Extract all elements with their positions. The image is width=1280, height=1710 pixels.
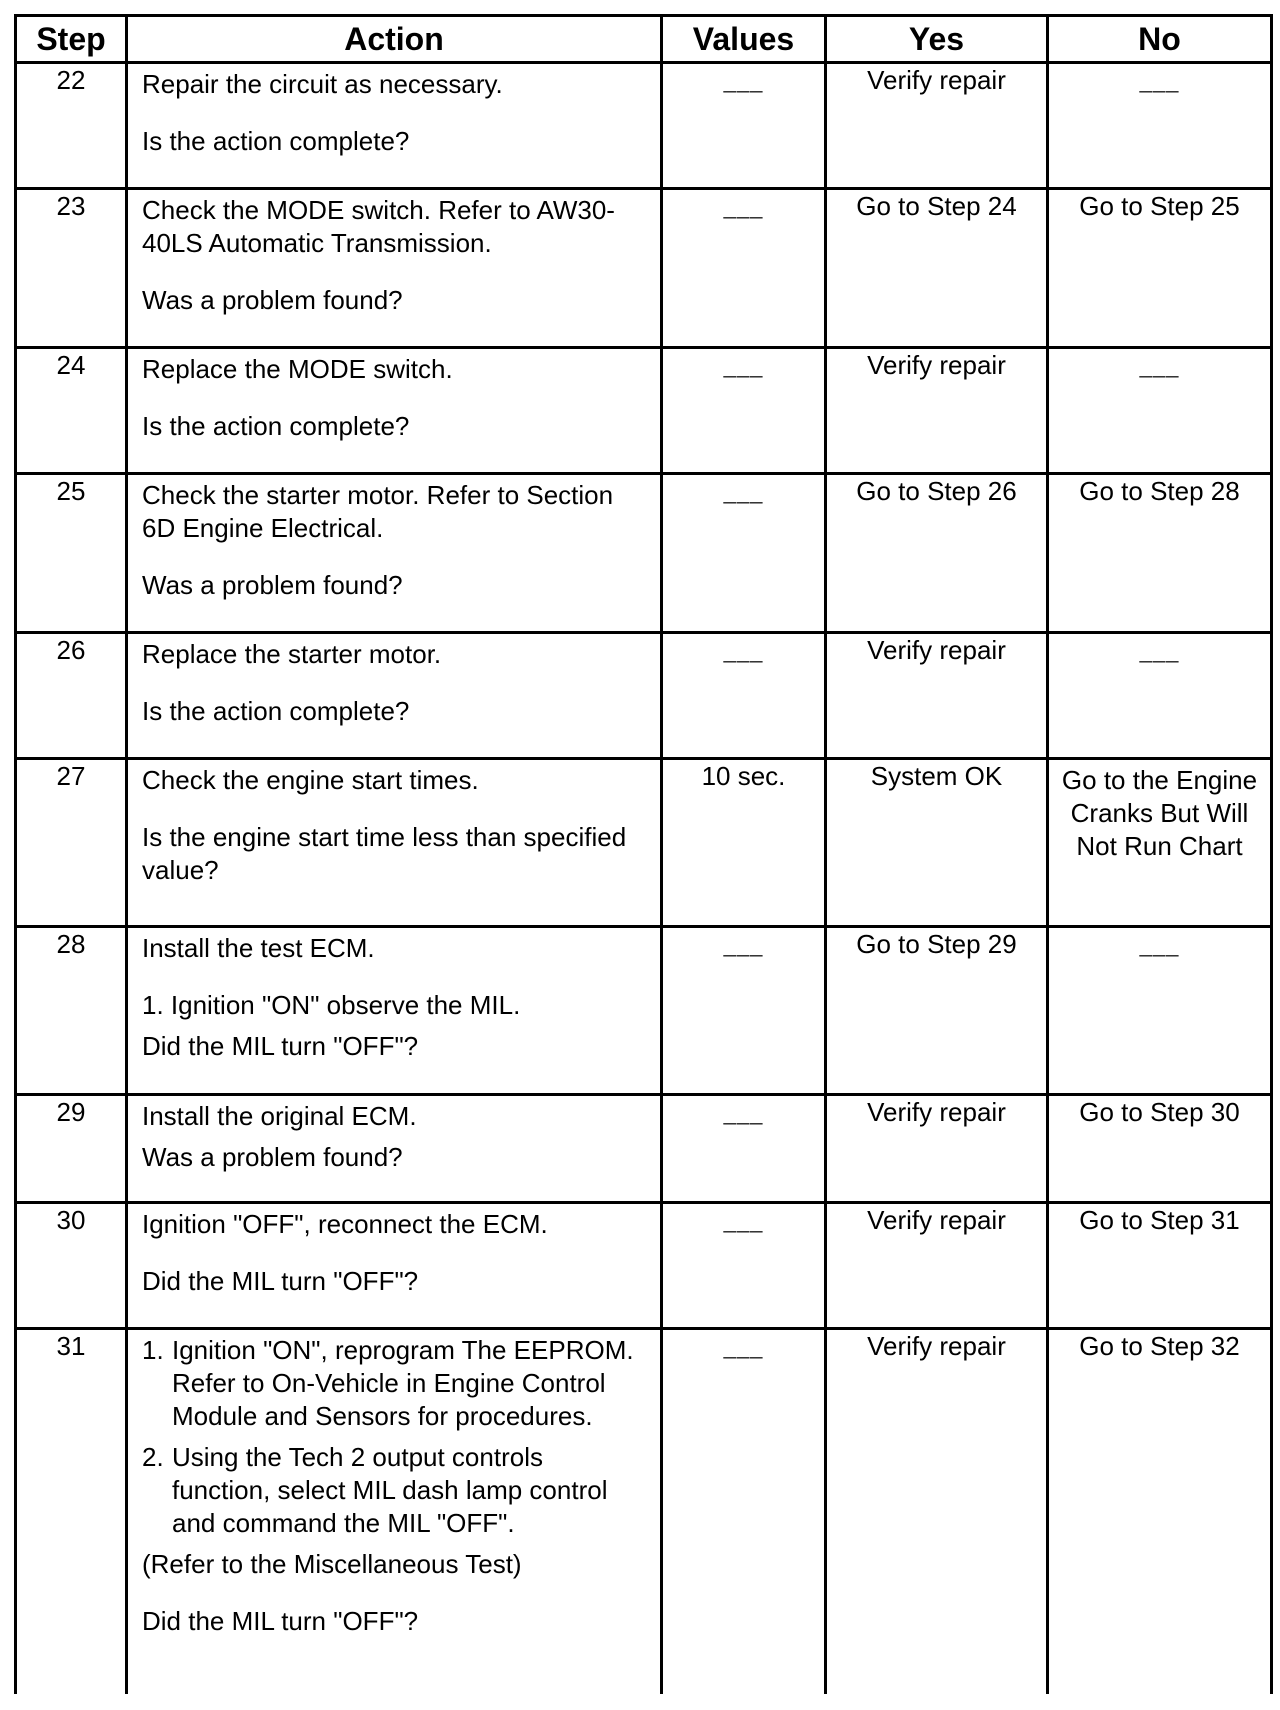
action-text: Check the starter motor. Refer to Section 6D Engine Electrical. (142, 480, 614, 543)
no-cell (1049, 1096, 1270, 1157)
action-question: Did the MIL turn "OFF"? (142, 1266, 419, 1296)
header-row (16, 16, 1272, 63)
action-cell (128, 190, 660, 317)
values-cell (663, 475, 824, 508)
action-question: Was a problem found? (142, 570, 403, 600)
values-cell (663, 928, 824, 961)
yes-result: Verify repair (867, 1205, 1006, 1235)
yes-result: Verify repair (867, 350, 1006, 380)
action-question: Was a problem found? (142, 1142, 403, 1172)
action-cell (128, 1204, 660, 1298)
no-cell (1049, 64, 1270, 97)
step-index: 1. (142, 1335, 164, 1365)
header-no: No (1048, 16, 1272, 63)
spec-value: 10 sec. (701, 761, 786, 791)
action-question: Is the engine start time less than specified value? (142, 822, 627, 885)
action-text: Install the original ECM. (142, 1101, 417, 1131)
action-question: Did the MIL turn "OFF"? (142, 1606, 419, 1636)
no-result: Go to Step 28 (1079, 476, 1240, 506)
action-question: Is the action complete? (142, 411, 410, 441)
dash-placeholder: ___ (1139, 353, 1180, 378)
values-cell (663, 634, 824, 667)
step-number: 27 (56, 761, 86, 791)
values-cell (663, 1096, 824, 1129)
values-cell (663, 190, 824, 223)
table-row-step-25 (16, 474, 1272, 633)
dash-placeholder: ___ (723, 638, 764, 663)
step-number: 22 (56, 65, 86, 95)
diagnostic-table (14, 14, 1273, 1694)
yes-result: Go to Step 24 (856, 191, 1017, 221)
no-cell (1049, 349, 1270, 382)
action-cell (128, 1096, 660, 1174)
dash-placeholder: ___ (723, 353, 764, 378)
values-cell (663, 64, 824, 97)
step-number: 31 (56, 1331, 86, 1361)
action-text: Replace the MODE switch. (142, 354, 453, 384)
no-result: Go to Step 30 (1079, 1097, 1240, 1127)
yes-cell (827, 928, 1046, 989)
table-row-step-31 (16, 1329, 1272, 1694)
yes-cell (827, 760, 1046, 821)
action-text: Install the test ECM. (142, 933, 375, 963)
values-cell (663, 1204, 824, 1237)
table-row-step-24 (16, 348, 1272, 474)
no-result: Go to Step 25 (1079, 191, 1240, 221)
action-cell (128, 349, 660, 443)
numbered-step (142, 1334, 646, 1433)
action-cell (128, 928, 660, 1063)
table-row-step-28 (16, 927, 1272, 1095)
values-cell (663, 760, 824, 793)
dash-placeholder: ___ (1139, 68, 1180, 93)
action-text: Ignition "OFF", reconnect the ECM. (142, 1209, 548, 1239)
yes-result: Verify repair (867, 1097, 1006, 1127)
header-values: Values (662, 16, 826, 63)
step-number: 23 (56, 191, 86, 221)
dash-placeholder: ___ (1139, 638, 1180, 663)
dash-placeholder: ___ (723, 1208, 764, 1233)
table-row-step-29 (16, 1095, 1272, 1203)
step-number: 25 (56, 476, 86, 506)
table-row-step-27 (16, 759, 1272, 927)
yes-cell (827, 190, 1046, 251)
step-number: 30 (56, 1205, 86, 1235)
no-cell (1049, 475, 1270, 536)
table-row-step-30 (16, 1203, 1272, 1329)
step-number: 26 (56, 635, 86, 665)
action-step: 1. Ignition "ON" observe the MIL. (142, 990, 521, 1020)
table-row-step-26 (16, 633, 1272, 759)
action-question: Is the action complete? (142, 126, 410, 156)
action-cell (128, 760, 660, 887)
action-question: Is the action complete? (142, 696, 410, 726)
yes-cell (827, 475, 1046, 536)
yes-cell (827, 634, 1046, 695)
dash-placeholder: ___ (723, 194, 764, 219)
step-index: 2. (142, 1442, 164, 1472)
header-action: Action (127, 16, 662, 63)
dash-placeholder: ___ (723, 1334, 764, 1359)
no-cell (1049, 928, 1270, 961)
table-row-step-23 (16, 189, 1272, 348)
yes-result: Verify repair (867, 1331, 1006, 1361)
yes-cell (827, 349, 1046, 410)
no-cell (1049, 760, 1270, 863)
header-step: Step (16, 16, 127, 63)
step-number: 29 (56, 1097, 86, 1127)
action-question: Did the MIL turn "OFF"? (142, 1031, 419, 1061)
header-yes: Yes (826, 16, 1048, 63)
no-cell (1049, 1330, 1270, 1391)
step-text: Ignition "ON", reprogram The EEPROM. Refer to On-Vehicle in Engine Control Module and Sensors for procedures. (172, 1335, 634, 1431)
no-result: Go to Step 31 (1079, 1205, 1240, 1235)
no-result: Go to Step 32 (1079, 1331, 1240, 1361)
action-cell (128, 634, 660, 728)
table-row-step-22 (16, 63, 1272, 189)
dash-placeholder: ___ (723, 479, 764, 504)
dash-placeholder: ___ (1139, 932, 1180, 957)
dash-placeholder: ___ (723, 1100, 764, 1125)
dash-placeholder: ___ (723, 68, 764, 93)
action-text: Check the engine start times. (142, 765, 479, 795)
action-cell (128, 64, 660, 158)
yes-cell (827, 1330, 1046, 1391)
values-cell (663, 1330, 824, 1363)
action-cell (128, 475, 660, 602)
no-cell (1049, 190, 1270, 251)
no-result: Go to the Engine Cranks But Will Not Run Chart (1061, 765, 1258, 861)
action-note: (Refer to the Miscellaneous Test) (142, 1549, 522, 1579)
numbered-step (142, 1441, 646, 1540)
values-cell (663, 349, 824, 382)
no-cell (1049, 1204, 1270, 1265)
dash-placeholder: ___ (723, 932, 764, 957)
action-text: Repair the circuit as necessary. (142, 69, 503, 99)
action-text: Check the MODE switch. Refer to AW30-40LS Automatic Transmission. (142, 195, 615, 258)
action-text: Replace the starter motor. (142, 639, 442, 669)
action-cell (128, 1330, 660, 1638)
action-question: Was a problem found? (142, 285, 403, 315)
yes-result: Go to Step 29 (856, 929, 1017, 959)
step-text: Using the Tech 2 output controls function, select MIL dash lamp control and command the MIL "OFF". (172, 1442, 608, 1538)
yes-cell (827, 64, 1046, 125)
step-number: 24 (56, 350, 86, 380)
yes-result: System OK (870, 761, 1003, 791)
step-number: 28 (56, 929, 86, 959)
yes-result: Verify repair (867, 635, 1006, 665)
diagnostic-table-page (14, 14, 1270, 1694)
yes-result: Verify repair (867, 65, 1006, 95)
yes-cell (827, 1204, 1046, 1265)
yes-cell (827, 1096, 1046, 1157)
no-cell (1049, 634, 1270, 667)
yes-result: Go to Step 26 (856, 476, 1017, 506)
